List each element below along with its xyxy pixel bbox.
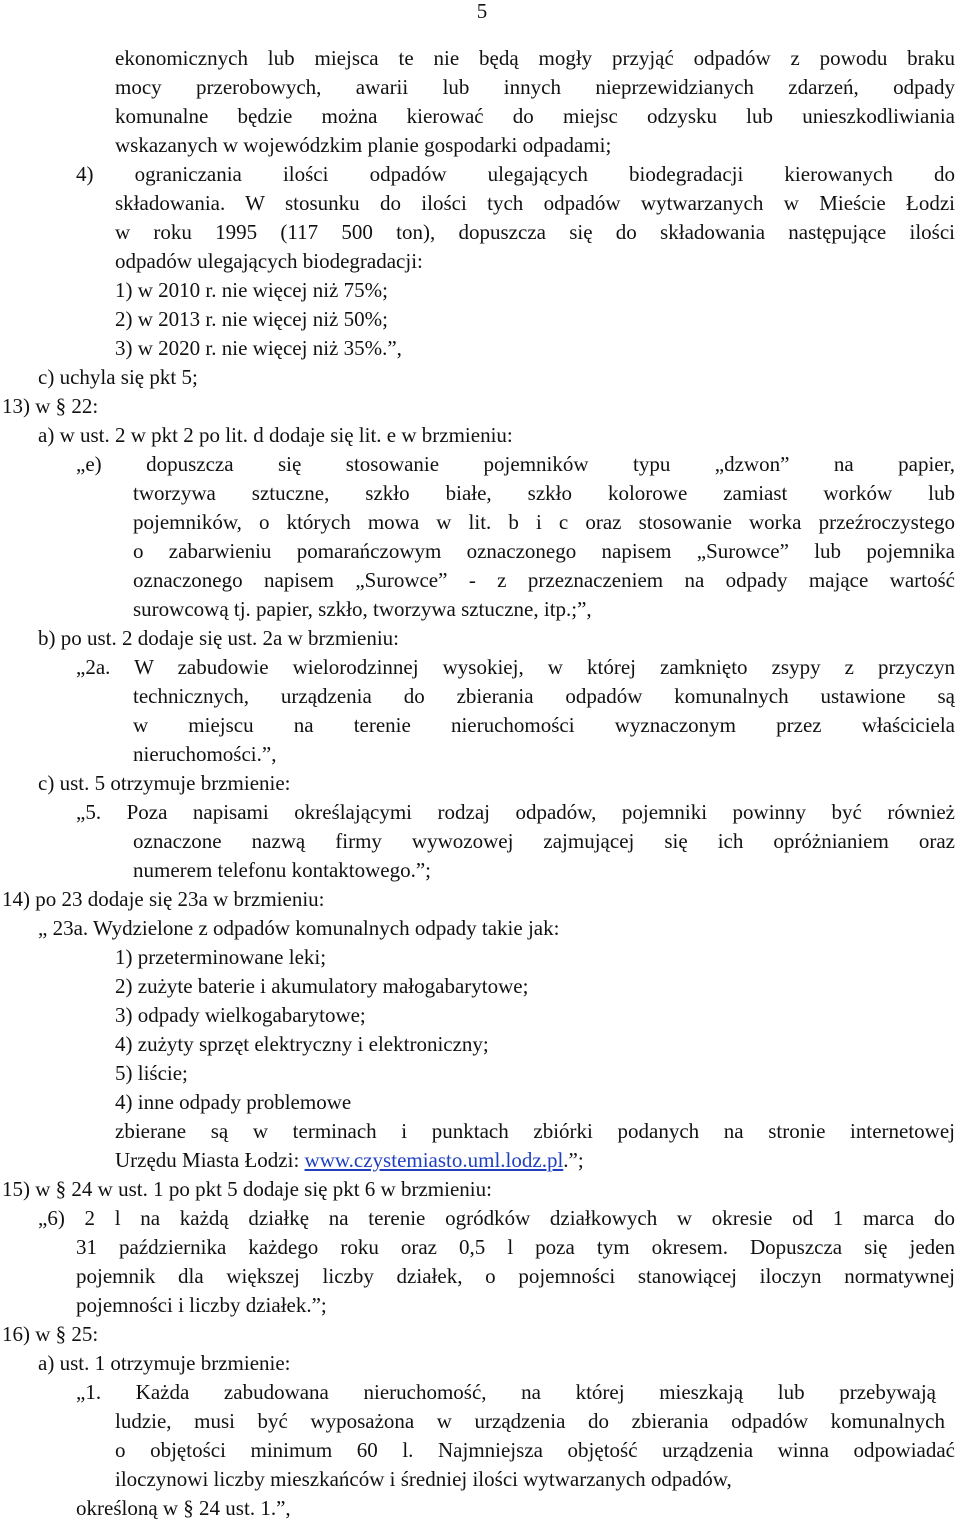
list-item-line: 2) w 2013 r. nie więcej niż 50%; — [115, 307, 388, 331]
quoted-line: oznaczonego napisem „Surowce” - z przeznaczeniem na odpady mające wartość — [133, 568, 955, 592]
text-span: .”; — [563, 1148, 584, 1172]
section-heading: 16) w § 25: — [2, 1322, 99, 1346]
quoted-line: „ 23a. Wydzielone z odpadów komunalnych odpady takie jak: — [38, 916, 560, 940]
section-heading: 14) po 23 dodaje się 23a w brzmieniu: — [2, 887, 325, 911]
list-item-line: c) uchyla się pkt 5; — [38, 365, 198, 389]
list-item-line: 1) w 2010 r. nie więcej niż 75%; — [115, 278, 388, 302]
list-item-line: 4) ograniczania ilości odpadów ulegających biodegradacji kierowanych do — [76, 162, 955, 186]
section-heading: 13) w § 22: — [2, 394, 99, 418]
quoted-line: w miejscu na terenie nieruchomości wyznaczonym przez właściciela — [133, 713, 955, 737]
text-line: ekonomicznych lub miejsca te nie będą mogły przyjąć odpadów z powodu braku — [115, 46, 955, 70]
list-item-line: b) po ust. 2 dodaje się ust. 2a w brzmieniu: — [38, 626, 400, 650]
quoted-line: pojemności i liczby działek.”; — [76, 1293, 327, 1317]
text-span: Urzędu Miasta Łodzi: — [115, 1148, 305, 1172]
text-line: składowania. W stosunku do ilości tych odpadów wytwarzanych w Mieście Łodzi — [115, 191, 955, 215]
text-line: mocy przerobowych, awarii lub innych nieprzewidzianych zdarzeń, odpady — [115, 75, 955, 99]
quoted-line: „e) dopuszcza się stosowanie pojemników typu „dzwon” na papier, — [76, 452, 955, 476]
quoted-line: pojemników, o których mowa w lit. b i c oraz stosowanie worka przeźroczystego — [133, 510, 955, 534]
list-item-line: c) ust. 5 otrzymuje brzmienie: — [38, 771, 291, 795]
quoted-line: „2a. W zabudowie wielorodzinnej wysokiej, w której zamknięto zsypy z przyczyn — [76, 655, 955, 679]
quoted-line: określoną w § 24 ust. 1.”, — [76, 1496, 291, 1520]
quoted-line: surowcową tj. papier, szkło, tworzywa sztuczne, itp.;”, — [133, 597, 592, 621]
list-item-line: 1) przeterminowane leki; — [115, 945, 327, 969]
text-line: zbierane są w terminach i punktach zbiórki podanych na stronie internetowej — [115, 1119, 955, 1143]
quoted-line: 31 października każdego roku oraz 0,5 l poza tym okresem. Dopuszcza się jeden — [76, 1235, 955, 1259]
quoted-line: „1. Każda zabudowana nieruchomość, na której mieszkają lub przebywają — [76, 1380, 936, 1404]
list-item-line: a) ust. 1 otrzymuje brzmienie: — [38, 1351, 291, 1375]
quoted-line: oznaczone nazwą firmy wywozowej zajmującej się ich opróżnianiem oraz — [133, 829, 955, 853]
quoted-line: nieruchomości.”, — [133, 742, 277, 766]
text-line: w roku 1995 (117 500 ton), dopuszcza się do składowania następujące ilości — [115, 220, 955, 244]
section-heading: 15) w § 24 w ust. 1 po pkt 5 dodaje się pkt 6 w brzmieniu: — [2, 1177, 492, 1201]
text-line: komunalne będzie można kierować do miejsc odzysku lub unieszkodliwiania — [115, 104, 955, 128]
list-item-line: 4) inne odpady problemowe — [115, 1090, 352, 1114]
list-item-line: 3) w 2020 r. nie więcej niż 35%.”, — [115, 336, 402, 360]
quoted-line: o zabarwieniu pomarańczowym oznaczonego napisem „Surowce” lub pojemnika — [133, 539, 955, 563]
quoted-line: ludzie, musi być wyposażona w urządzenia do zbierania odpadów komunalnych — [115, 1409, 945, 1433]
quoted-line: pojemnik dla większej liczby działek, o pojemności stanowiącej iloczyn normatywnej — [76, 1264, 955, 1288]
text-line: wskazanych w wojewódzkim planie gospodarki odpadami; — [115, 133, 612, 157]
quoted-line: iloczynowi liczby mieszkańców i średniej ilości wytwarzanych odpadów, — [115, 1467, 732, 1491]
list-item-line: 5) liście; — [115, 1061, 188, 1085]
quoted-line: numerem telefonu kontaktowego.”; — [133, 858, 431, 882]
website-link[interactable]: www.czystemiasto.uml.lodz.pl — [304, 1148, 564, 1172]
list-item-line: 4) zużyty sprzęt elektryczny i elektroniczny; — [115, 1032, 489, 1056]
page-number: 5 — [476, 0, 488, 23]
list-item-line: 2) zużyte baterie i akumulatory małogabarytowe; — [115, 974, 529, 998]
quoted-line: tworzywa sztuczne, szkło białe, szkło kolorowe zamiast worków lub — [133, 481, 955, 505]
quoted-line: „5. Poza napisami określającymi rodzaj odpadów, pojemniki powinny być również — [76, 800, 955, 824]
list-item-line: a) w ust. 2 w pkt 2 po lit. d dodaje się lit. e w brzmieniu: — [38, 423, 513, 447]
quoted-line: o objętości minimum 60 l. Najmniejsza objętość urządzenia winna odpowiadać — [115, 1438, 955, 1462]
text-line — [115, 1146, 584, 1175]
quoted-line: technicznych, urządzenia do zbierania odpadów komunalnych ustawione są — [133, 684, 955, 708]
text-line: odpadów ulegających biodegradacji: — [115, 249, 423, 273]
quoted-line: „6) 2 l na każdą działkę na terenie ogródków działkowych w okresie od 1 marca do — [38, 1206, 955, 1230]
list-item-line: 3) odpady wielkogabarytowe; — [115, 1003, 366, 1027]
